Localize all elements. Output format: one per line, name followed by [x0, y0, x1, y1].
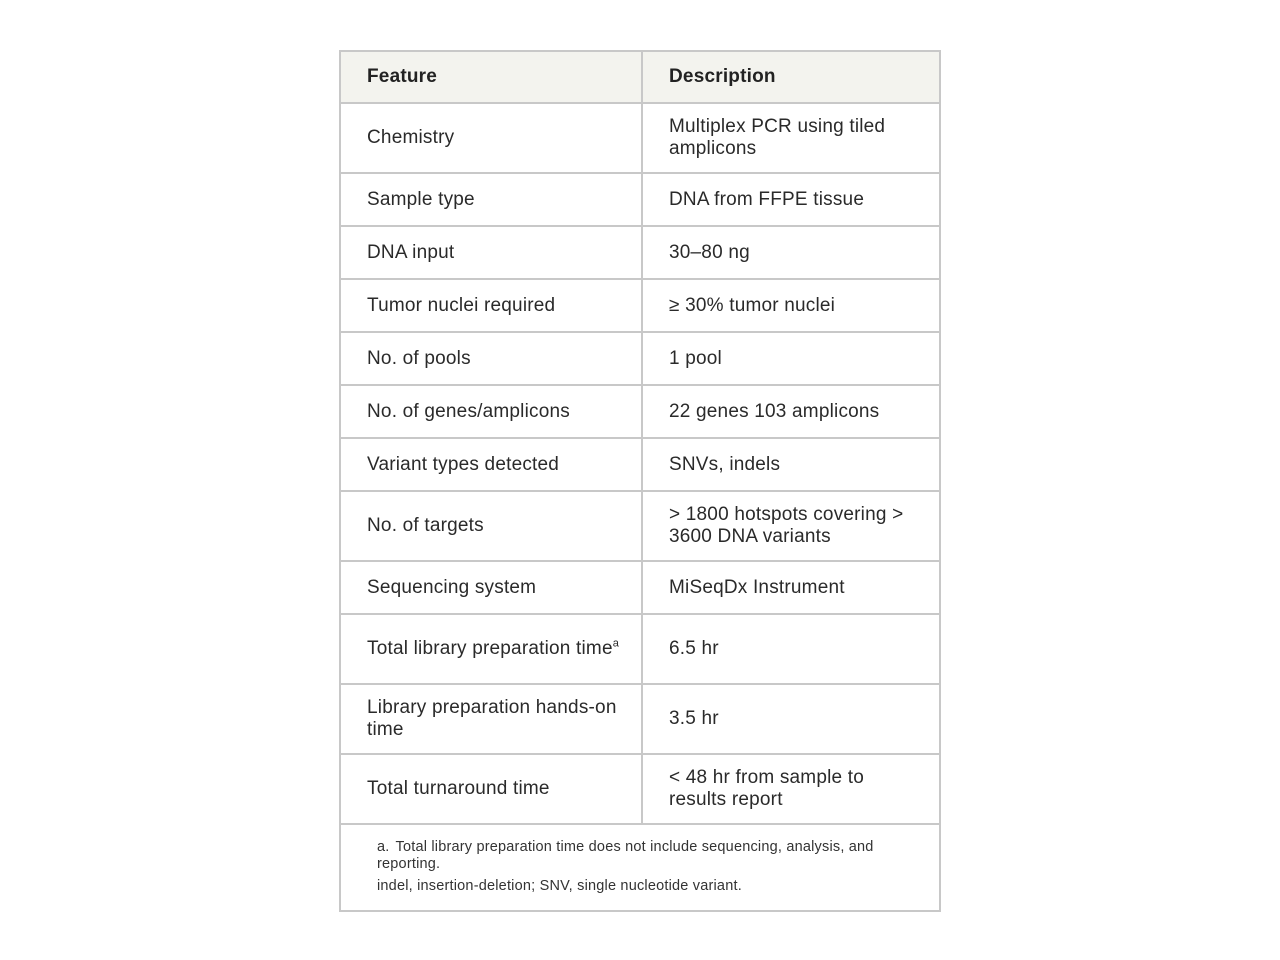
feature-text: No. of genes/amplicons	[367, 400, 570, 422]
table-row	[341, 491, 939, 561]
feature-cell	[341, 614, 642, 684]
feature-cell	[341, 385, 642, 438]
footnote-a-marker: a.	[377, 839, 390, 855]
description-cell: 3.5 hr	[642, 684, 939, 754]
feature-cell	[341, 226, 642, 279]
description-cell: SNVs, indels	[642, 438, 939, 491]
feature-text: No. of targets	[367, 515, 484, 536]
table-body	[341, 103, 939, 824]
table-row	[341, 561, 939, 614]
header-feature: Feature	[341, 52, 642, 103]
description-cell: > 1800 hotspots covering > 3600 DNA variants	[642, 491, 939, 561]
feature-text: Sample type	[367, 188, 475, 210]
description-cell: MiSeqDx Instrument	[642, 561, 939, 614]
feature-cell	[341, 438, 642, 491]
description-cell: < 48 hr from sample to results report	[642, 754, 939, 824]
spec-table-container	[339, 50, 941, 912]
feature-text: Total library preparation time	[367, 638, 613, 659]
feature-cell	[341, 279, 642, 332]
feature-text: Sequencing system	[367, 576, 537, 598]
table-row	[341, 279, 939, 332]
table-row	[341, 173, 939, 226]
table-row	[341, 614, 939, 684]
table-row	[341, 684, 939, 754]
footnote-reference: a	[612, 637, 620, 650]
feature-text: Variant types detected	[367, 453, 560, 475]
footnote-abbreviations: indel, insertion-deletion; SNV, single nucleotide variant.	[377, 878, 742, 894]
description-cell: 1 pool	[642, 332, 939, 385]
header-description: Description	[642, 52, 939, 103]
feature-text: Tumor nuclei required	[367, 294, 556, 316]
table-row	[341, 226, 939, 279]
feature-cell	[341, 684, 642, 754]
footnote-a-text: Total library preparation time does not include sequencing, analysis, and reporting.	[377, 839, 874, 872]
feature-cell	[341, 173, 642, 226]
feature-cell	[341, 754, 642, 824]
table-header	[341, 52, 939, 103]
feature-cell	[341, 491, 642, 561]
feature-text: No. of pools	[367, 347, 471, 369]
table-row	[341, 332, 939, 385]
feature-text: Total turnaround time	[367, 778, 550, 799]
table-row	[341, 438, 939, 491]
header-row	[341, 52, 939, 103]
spec-table	[341, 52, 939, 825]
table-row	[341, 103, 939, 173]
feature-text: DNA input	[367, 241, 455, 263]
table-row	[341, 385, 939, 438]
description-cell: 30–80 ng	[642, 226, 939, 279]
footnotes	[341, 825, 939, 910]
description-cell: DNA from FFPE tissue	[642, 173, 939, 226]
description-cell: 22 genes 103 amplicons	[642, 385, 939, 438]
feature-text: Chemistry	[367, 127, 455, 148]
feature-text: Library preparation hands-on time	[367, 697, 617, 740]
description-cell: 6.5 hr	[642, 614, 939, 684]
description-cell: Multiplex PCR using tiled amplicons	[642, 103, 939, 173]
description-cell: ≥ 30% tumor nuclei	[642, 279, 939, 332]
footnote-a	[377, 839, 899, 873]
feature-cell	[341, 103, 642, 173]
table-row	[341, 754, 939, 824]
feature-cell	[341, 332, 642, 385]
feature-cell	[341, 561, 642, 614]
